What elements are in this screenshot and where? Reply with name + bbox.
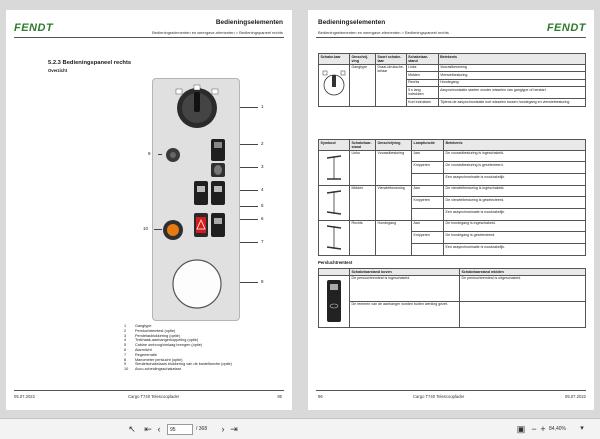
zoom-in-icon[interactable]: + xyxy=(540,424,546,434)
table-row: Een assynchronisatie is noodzakelijk. xyxy=(319,173,586,185)
fendt-logo: FENDT xyxy=(546,22,586,34)
page-96 xyxy=(308,10,594,410)
control-panel-drawing xyxy=(152,78,240,321)
steering-symbol-cell xyxy=(319,185,350,220)
legend-item: 10 Accu-scheidingsschakelaar xyxy=(124,367,182,372)
callout-4: 4 xyxy=(261,187,264,192)
footer-page-number: 96 xyxy=(318,394,323,399)
callout-6: 6 xyxy=(261,216,264,221)
rotary-switch-icon xyxy=(319,65,349,105)
fendt-logo: FENDT xyxy=(14,22,54,34)
table-row: Knipperen De vooraslbesturing is geselecteerd. xyxy=(319,162,586,174)
last-page-icon[interactable]: ⇥ xyxy=(230,424,238,434)
table-row: Rechts Hondegang Aan De hondegang is ingeschakeld. xyxy=(319,220,586,232)
legend-item: 4 Trekhaak-aanhangerkoppeling (optie) xyxy=(124,338,199,343)
header-title: Bedieningselementen xyxy=(215,19,283,26)
page-total: / 368 xyxy=(196,426,208,432)
table-row: De persluchtremtest is ingeschakeld. De persluchtremtest is uitgeschakeld. xyxy=(319,275,586,301)
brake-test-title: Persluchtremtest xyxy=(318,260,353,265)
leader-line xyxy=(158,154,162,155)
subsection-title: Overzicht xyxy=(48,68,68,73)
callout-10: 10 xyxy=(143,226,149,231)
legend-item: 8 Manometer perslucht (optie) xyxy=(124,357,183,362)
table-row: Midden Vierwielbesturing Aan De vierwielbesturing is ingeschakeld. xyxy=(319,185,586,197)
callout-2: 2 xyxy=(261,141,264,146)
footer-date: 05.07.2022 xyxy=(14,394,35,399)
crab-steering-icon xyxy=(319,221,349,254)
header-rule xyxy=(14,37,284,38)
previous-page-icon[interactable]: ‹ xyxy=(157,424,161,434)
table-row: Een assynchronisatie is noodzakelijk. xyxy=(319,243,586,255)
table-row: Gangtype Draai-/druksche-kelaar Links Vooraslbesturing xyxy=(319,64,586,71)
footer-rule xyxy=(14,390,284,391)
table-header-row: Symbool Schakelaar-stand Omschrijving Lampfunctie Betekenis xyxy=(319,140,586,151)
callout-1: 1 xyxy=(261,104,264,109)
leader-line xyxy=(240,107,258,108)
page-number-input[interactable]: 95 xyxy=(167,424,193,435)
callout-9: 9 xyxy=(148,151,151,156)
table-row: Rechts Hondegang xyxy=(319,79,586,86)
callout-7: 7 xyxy=(261,239,264,244)
table-header-row: Schakelaarstand boven Schakelaarstand midden xyxy=(319,269,586,276)
header-title: Bedieningselementen xyxy=(318,19,386,26)
table-row: Midden Vierwielbesturing xyxy=(319,72,586,79)
leader-line xyxy=(240,167,258,168)
legend-item: 5 Cabine omhoog/omlaag brengen (optie) xyxy=(124,343,203,348)
footer-page-number: 95 xyxy=(277,394,282,399)
legend-item: 9 Sleutelschakelaars blokkering van de kantelfunctie (optie) xyxy=(124,362,232,367)
header-breadcrumb: Bedieningselementen en weergave-elementen > Bedieningspaneel rechts xyxy=(318,30,449,35)
table-row: Kort indrukken Tijdens de assynchronisatie kort wisselen tussen hondegang en vierwielbesturing xyxy=(319,99,586,107)
legend-item: 6 Alarmlicht xyxy=(124,347,152,352)
brake-switch-symbol-cell xyxy=(319,275,350,327)
section-title: 5.2.3 Bedieningspaneel rechts xyxy=(48,60,132,66)
table-row: De remmen van de aanhanger worden buiten werking gezet. xyxy=(319,301,586,327)
table-row: Links Vooraslbesturing Aan De vooraslbesturing is ingeschakeld. xyxy=(319,150,586,162)
gangtype-table xyxy=(318,53,586,107)
zoom-level[interactable]: 84,40% xyxy=(549,426,566,432)
leader-line xyxy=(240,144,258,145)
leader-line xyxy=(154,229,162,230)
footer-title: Cargo T740 Telescooplader xyxy=(413,394,465,399)
footer-rule xyxy=(316,390,586,391)
steering-lamp-table xyxy=(318,139,586,256)
brake-test-table xyxy=(318,268,586,328)
leader-line xyxy=(240,190,258,191)
legend-item: 1 Gangtype xyxy=(124,324,152,328)
leader-line xyxy=(240,206,258,207)
callout-8: 8 xyxy=(261,279,264,284)
next-page-icon[interactable]: › xyxy=(221,424,225,434)
table-header-row: Schake-laar Omschrij-ving Soort schake-laar Schakelaar-stand Betekenis xyxy=(319,54,586,65)
footer-title: Cargo T740 Telescooplader xyxy=(128,394,180,399)
rotary-switch-symbol-cell xyxy=(319,64,350,106)
header-breadcrumb: Bedieningselementen en weergave-elementen > Bedieningspaneel rechts xyxy=(152,30,283,35)
four-wheel-steering-icon xyxy=(319,186,349,219)
pdf-toolbar xyxy=(0,418,600,439)
steering-symbol-cell xyxy=(319,150,350,185)
leader-line xyxy=(240,242,258,243)
page-95 xyxy=(6,10,292,410)
first-page-icon[interactable]: ⇤ xyxy=(144,424,152,434)
legend-list xyxy=(124,324,232,372)
leader-line xyxy=(240,219,258,220)
legend-item: 3 Pendelasblokkering (optie) xyxy=(124,333,180,338)
steering-symbol-cell xyxy=(319,220,350,255)
callout-5: 5 xyxy=(261,203,264,208)
table-row: Knipperen De vierwielbesturing is geselecteerd. xyxy=(319,197,586,209)
leader-line xyxy=(240,282,258,283)
legend-item: 7 Regenerratie xyxy=(124,352,157,357)
table-row: Een assynchronisatie is noodzakelijk. xyxy=(319,208,586,220)
zoom-out-icon[interactable]: − xyxy=(531,424,537,434)
front-steering-icon xyxy=(319,151,349,184)
table-row: Knipperen De hondegang is geselecteerd. xyxy=(319,232,586,244)
brake-test-switch-icon xyxy=(319,276,349,326)
header-rule xyxy=(316,37,586,38)
cursor-tool-icon[interactable]: ↖ xyxy=(128,424,136,434)
fit-page-icon[interactable]: ▣ xyxy=(516,424,526,434)
control-panel-illustration xyxy=(153,79,241,322)
callout-3: 3 xyxy=(261,164,264,169)
legend-item: 2 Persluchtremtest (optie) xyxy=(124,328,176,333)
table-row: 5 s lang indrukken Assynchronisatie starten zonder wisselen van gangtype of herstart xyxy=(319,87,586,99)
footer-date: 05.07.2022 xyxy=(565,394,586,399)
zoom-dropdown-icon[interactable]: ▾ xyxy=(580,425,584,432)
